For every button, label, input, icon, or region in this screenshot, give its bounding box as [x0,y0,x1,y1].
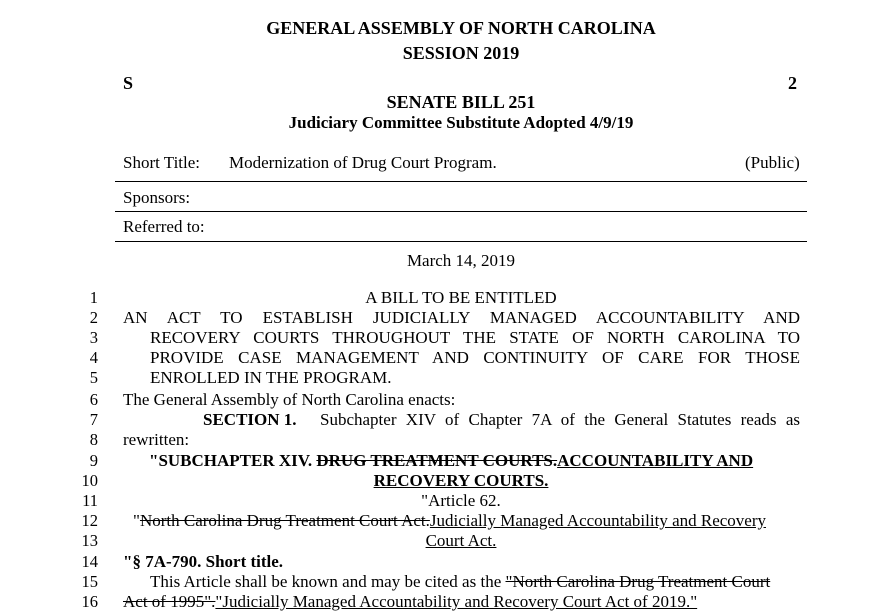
body-text [123,592,697,612]
title-line: RECOVERY COURTS THROUGHOUT THE STATE OF NORTH CAROLINA TO [150,328,800,347]
article-title [133,511,766,531]
article-title-cont [0,531,891,551]
enacting-clause: The General Assembly of North Carolina enacts: [123,390,456,409]
section-line [203,410,800,430]
body-text [150,572,770,592]
filed-date: March 14, 2019 [406,251,516,270]
line-number: 6 [89,390,98,409]
line-number: 1 [89,288,98,307]
line-number: 15 [81,572,98,591]
title-line: AN ACT TO ESTABLISH JUDICIALLY MANAGED ACCOUNTABILITY AND [123,308,800,327]
assembly-heading: GENERAL ASSEMBLY OF NORTH CAROLINA [266,18,656,38]
title-line: PROVIDE CASE MANAGEMENT AND CONTINUITY OF CARE FOR THOSE [150,348,800,367]
struck-text: "North Carolina Drug Treatment Court [505,572,771,591]
struck-text: DRUG TREATMENT COURTS. [316,451,558,470]
subchapter-heading-cont [0,471,891,491]
line-number: 12 [81,511,98,530]
inserted-text: RECOVERY COURTS. [373,471,549,490]
subchapter-heading [149,451,753,471]
line-number: 10 [81,471,98,490]
sponsors-label: Sponsors: [123,188,191,207]
line-number: 4 [89,348,98,367]
bill-number: SENATE BILL 251 [386,92,536,112]
inserted-text: ACCOUNTABILITY AND [557,451,754,470]
inserted-text: "Judicially Managed Accountability and Recovery Court Act of 2019." [215,592,698,611]
line-number: 14 [81,552,98,571]
line-number: 9 [89,451,98,470]
divider-line [115,241,807,242]
committee-substitute: Judiciary Committee Substitute Adopted 4/9/19 [288,113,634,132]
section-label: SECTION 1. [203,410,297,429]
bill-heading: A BILL TO BE ENTITLED [365,288,557,307]
edition-number: 2 [788,73,797,93]
divider-line [115,181,807,182]
divider-line [115,211,807,212]
line-number: 16 [81,592,98,611]
body-text: rewritten: [123,430,190,449]
struck-text: Act of 1995". [123,592,216,611]
chamber-code: S [123,73,134,93]
body-text-plain: This Article shall be known and may be cited as the [150,572,506,591]
public-tag: (Public) [745,153,800,172]
line-number: 3 [89,328,98,347]
article-number: "Article 62. [421,491,501,510]
session-heading: SESSION 2019 [402,43,520,63]
line-number: 5 [89,368,98,387]
section-heading: "§ 7A-790. Short title. [123,552,284,571]
inserted-text: Judicially Managed Accountability and Recovery [429,511,766,530]
line-number: 2 [89,308,98,327]
section-text: Subchapter XIV of Chapter 7A of the General Statutes reads as [320,410,800,429]
inserted-text: Court Act. [425,531,497,550]
line-number: 13 [81,531,98,550]
line-number: 11 [82,491,98,510]
quote-mark: " [133,511,140,530]
short-title: Modernization of Drug Court Program. [229,153,497,172]
struck-text: North Carolina Drug Treatment Court Act. [139,511,430,530]
referred-label: Referred to: [123,217,205,236]
subchapter-prefix: "SUBCHAPTER XIV. [149,451,317,470]
line-number: 7 [89,410,98,429]
short-title-label: Short Title: [123,153,201,172]
line-number: 8 [89,430,98,449]
title-line: ENROLLED IN THE PROGRAM. [150,368,392,387]
